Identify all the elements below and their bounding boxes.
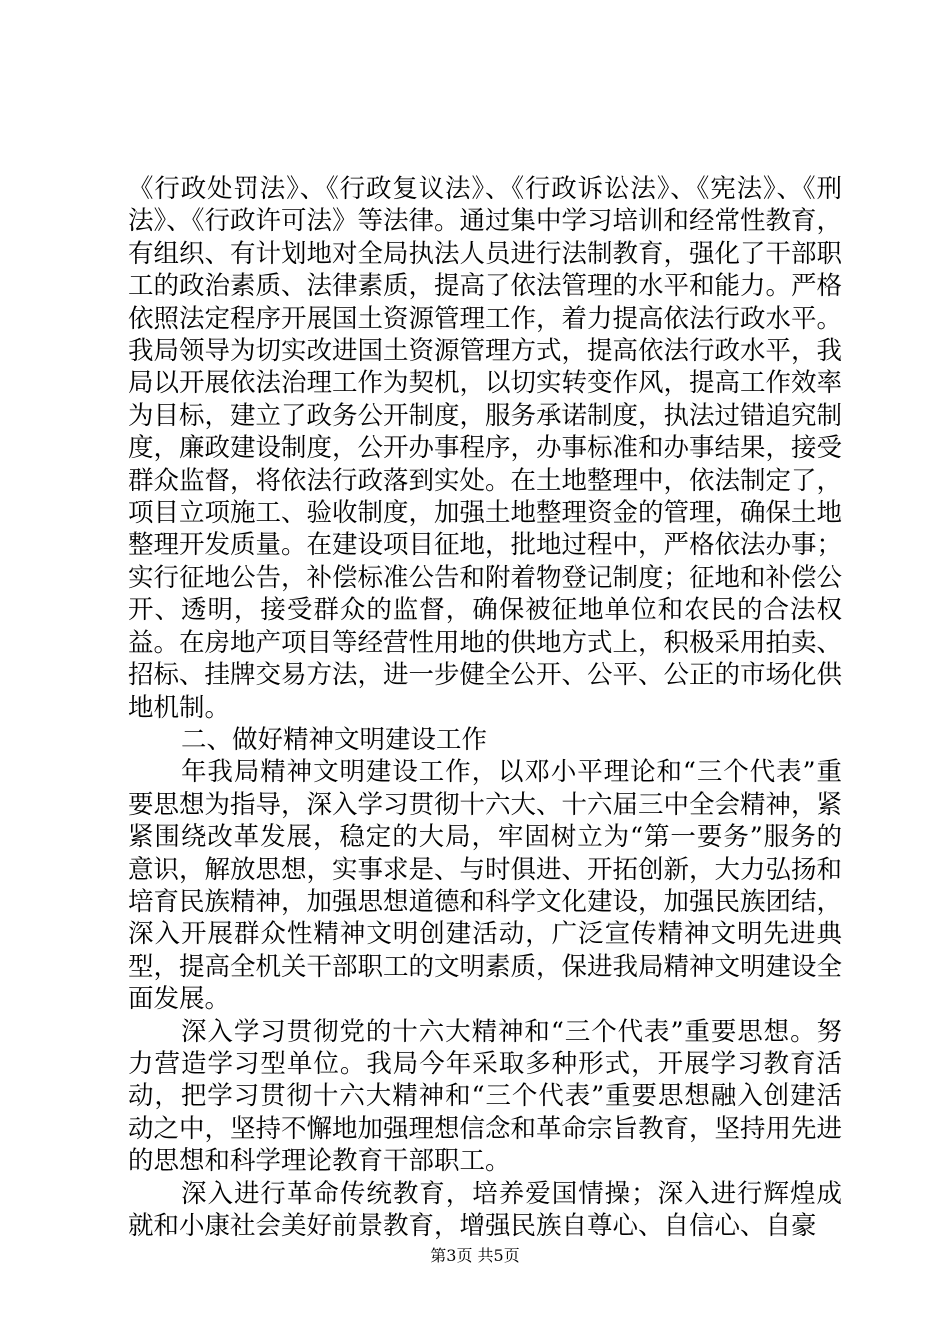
paragraph-civilization-overview: 年我局精神文明建设工作，以邓小平理论和“三个代表”重要思想为指导，深入学习贯彻十六大、十六届三中全会精神，紧紧围绕改革发展，稳定的大局，牢固树立为“第一要务”服务的意识，解放思想，实事求是、与时俱进、开拓创新，大力弘扬和培育民族精神，加强思想道德和科学文化建设，加强民族团结，深入开展群众性精神文明创建活动，广泛宣传精神文明先进典型，提高全机关干部职工的文明素质，保进我局精神文明建设全面发展。 [128,757,843,1015]
page-footer [0,1246,950,1266]
document-body [128,173,842,1242]
paragraph-legal-education: 《行政处罚法》、《行政复议法》、《行政诉讼法》、《宪法》、《刑法》、《行政许可法》等法律。通过集中学习培训和经常性教育，有组织、有计划地对全局执法人员进行法制教育，强化了干部职工的政治素质、法律素质，提高了依法管理的水平和能力。严格依照法定程序开展国土资源管理工作，着力提高依法行政水平。我局领导为切实改进国土资源管理方式，提高依法行政水平，我局以开展依法治理工作为契机，以切实转变作风，提高工作效率为目标，建立了政务公开制度，服务承诺制度，执法过错追究制度，廉政建设制度，公开办事程序，办事标准和办事结果，接受群众监督，将依法行政落到实处。在土地整理中，依法制定了，项目立项施工、验收制度，加强土地整理资金的管理，确保土地整理开发质量。在建设项目征地，批地过程中，严格依法办事；实行征地公告，补偿标准公告和附着物登记制度；征地和补偿公开、透明，接受群众的监督，确保被征地单位和农民的合法权益。在房地产项目等经营性用地的供地方式上，积极采用拍卖、招标、挂牌交易方法，进一步健全公开、公平、公正的市场化供地机制。 [128,174,843,723]
page-number-label: 第3页 共5页 [430,1246,520,1265]
paragraph-revolutionary-tradition: 深入进行革命传统教育，培养爱国情操；深入进行辉煌成就和小康社会美好前景教育，增强民族自尊心、自信心、自豪 [128,1178,842,1241]
paragraph-study-sixteenth-congress: 深入学习贯彻党的十六大精神和“三个代表”重要思想。努力营造学习型单位。我局今年采取多种形式，开展学习教育活动，把学习贯彻十六大精神和“三个代表”重要思想融入创建活动之中，坚持不懈地加强理想信念和革命宗旨教育，坚持用先进的思想和科学理论教育干部职工。 [128,1016,843,1177]
section-heading-spiritual-civilization: 二、做好精神文明建设工作 [181,724,488,755]
